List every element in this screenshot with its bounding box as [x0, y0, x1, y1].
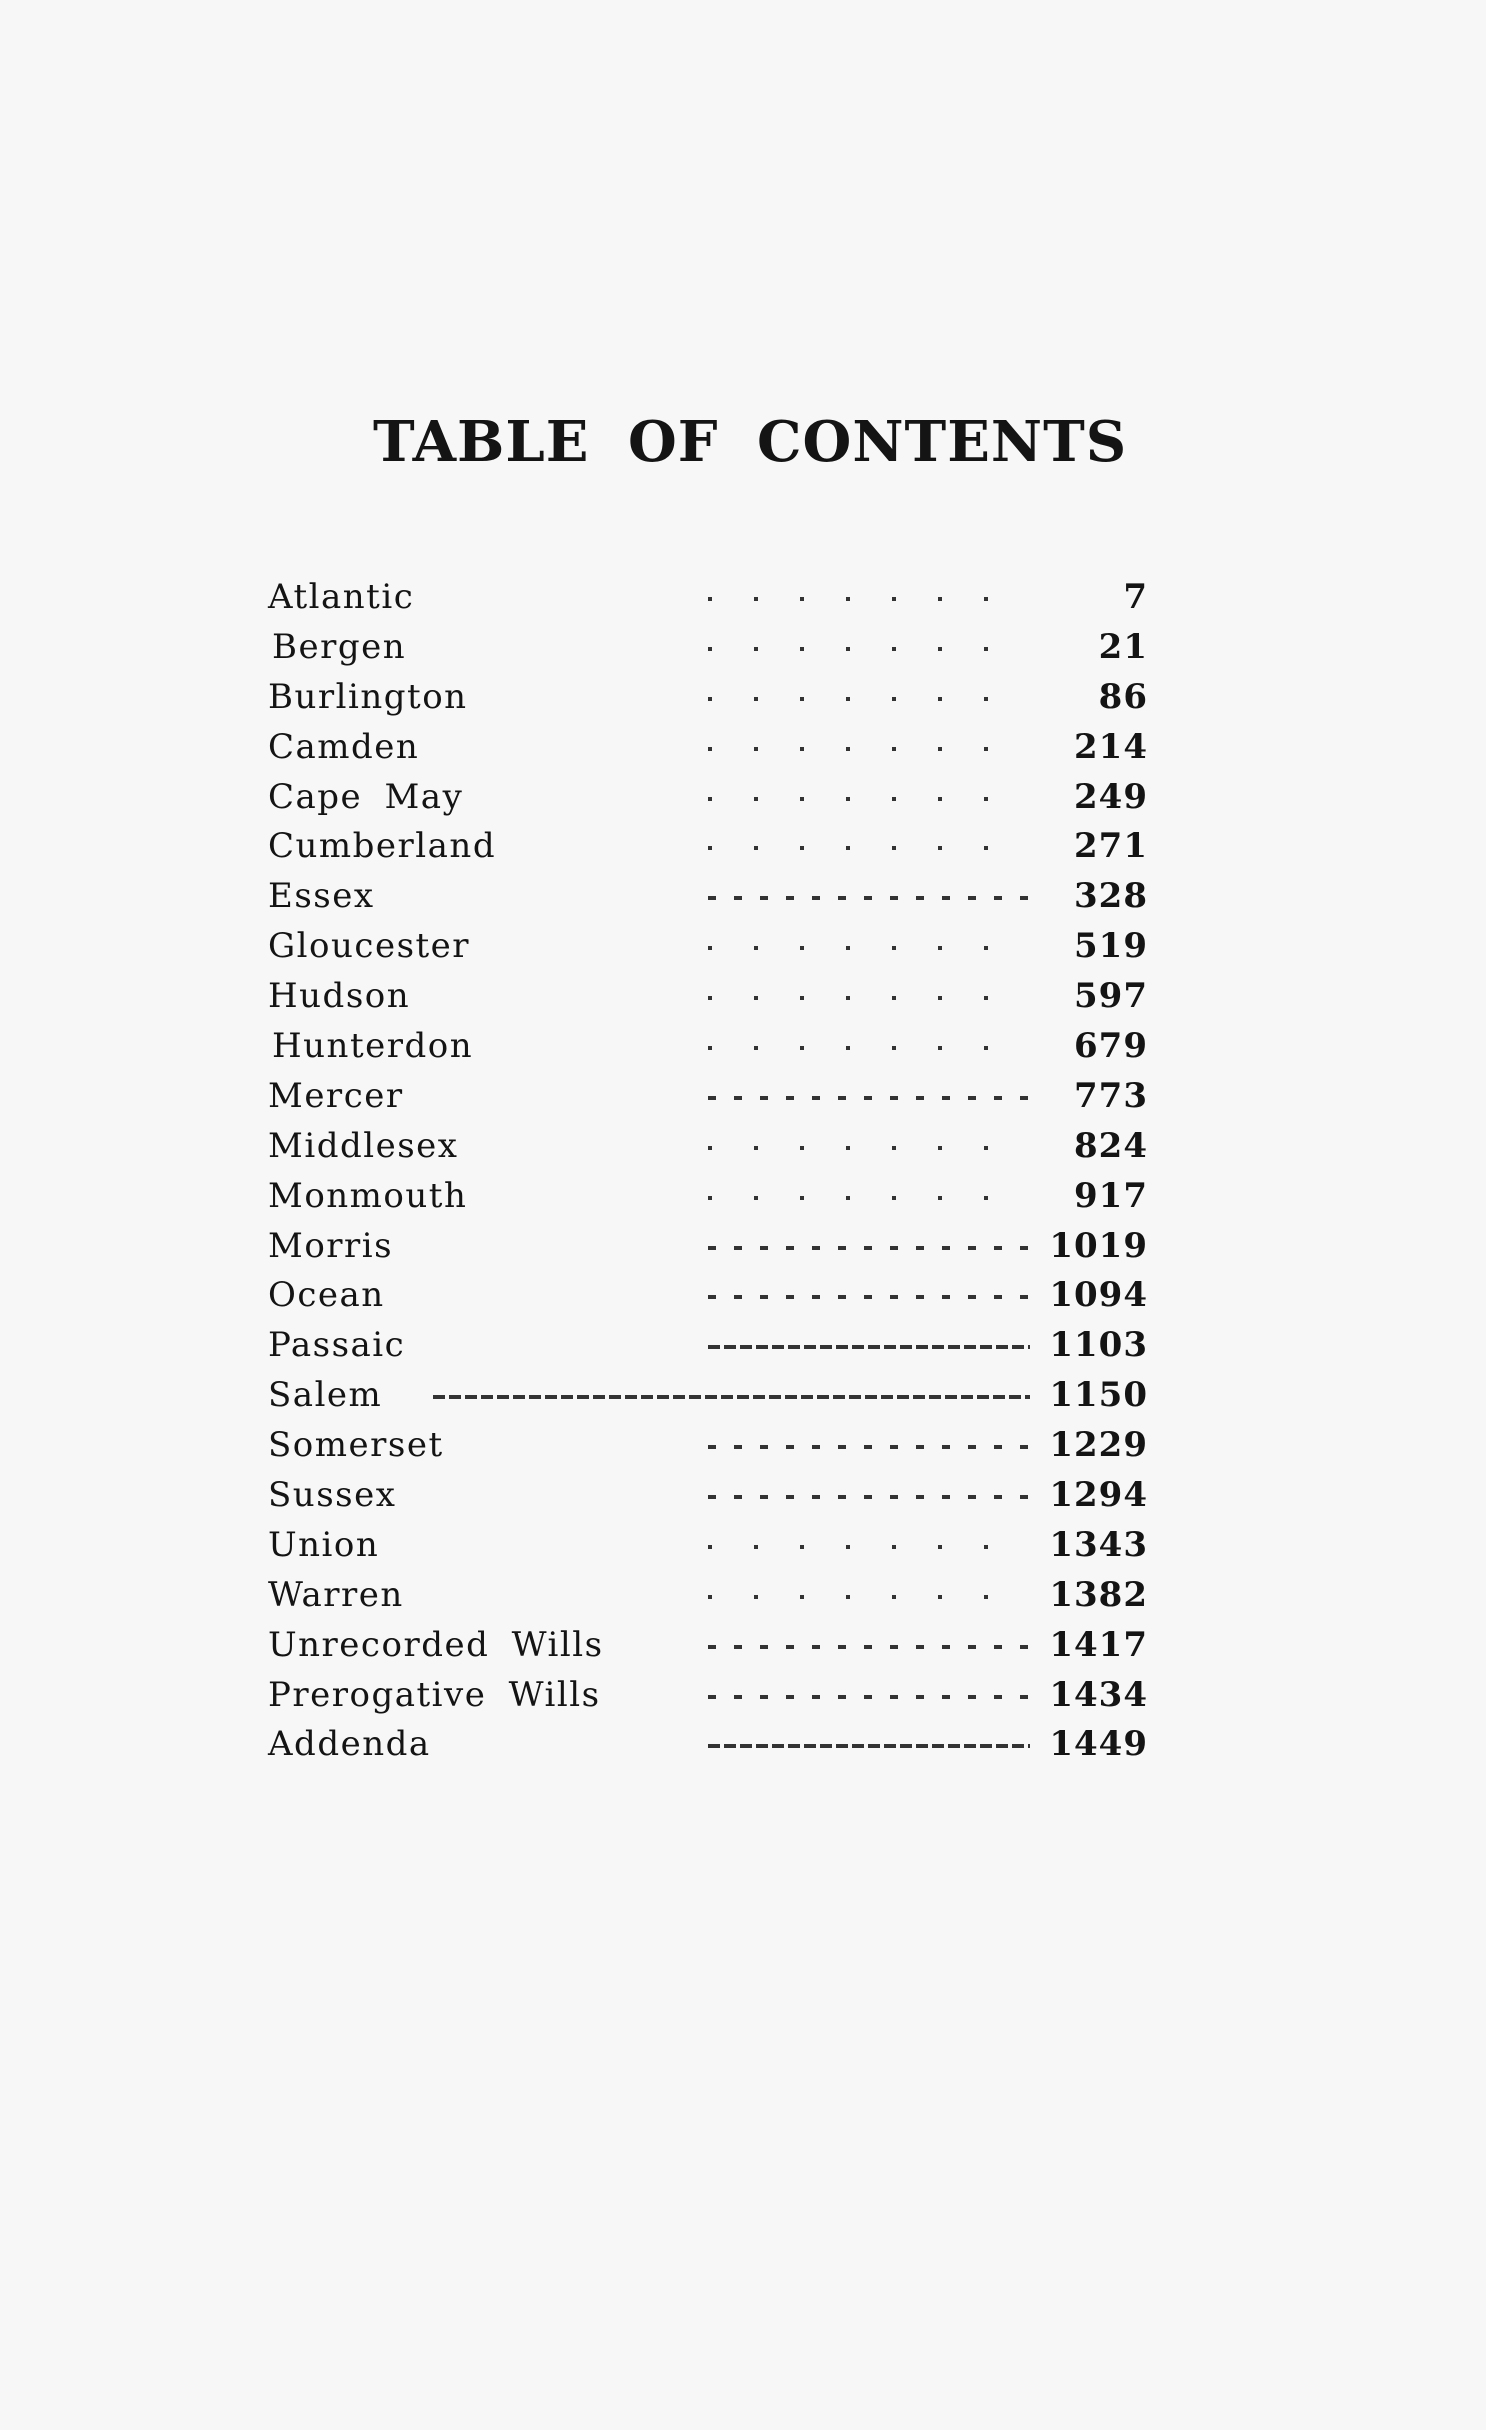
toc-entry-page: 249	[1074, 776, 1148, 817]
table-of-contents	[268, 572, 1148, 1769]
toc-entry-name: Cape May	[268, 776, 464, 817]
toc-entry	[268, 722, 1148, 772]
toc-entry-name: Somerset	[268, 1425, 444, 1466]
toc-entry-page: 824	[1074, 1125, 1148, 1166]
toc-entry-name: Atlantic	[268, 576, 415, 617]
toc-entry-page: 917	[1074, 1175, 1148, 1216]
toc-entry-page: 679	[1074, 1025, 1148, 1066]
toc-entry-page: 1150	[1049, 1375, 1148, 1416]
toc-entry	[268, 1670, 1148, 1720]
toc-entry-name: Morris	[268, 1225, 394, 1266]
toc-entry-page: 773	[1074, 1075, 1148, 1116]
dot-leader	[708, 1744, 1030, 1748]
dot-leader	[708, 747, 1030, 751]
toc-entry-page: 1434	[1049, 1674, 1148, 1715]
toc-entry-page: 1019	[1049, 1225, 1148, 1266]
toc-entry	[268, 1420, 1148, 1470]
toc-entry	[268, 1320, 1148, 1370]
toc-entry-name: Unrecorded Wills	[268, 1624, 604, 1665]
toc-entry	[268, 772, 1148, 822]
toc-entry-name: Passaic	[268, 1325, 406, 1366]
toc-entry	[268, 1171, 1148, 1221]
dot-leader	[433, 1395, 1030, 1399]
dot-leader	[708, 1295, 1030, 1299]
dot-leader	[708, 697, 1030, 701]
dot-leader	[708, 1645, 1030, 1649]
dot-leader	[708, 996, 1030, 1000]
toc-entry-name: Hunterdon	[272, 1025, 474, 1066]
dot-leader	[708, 597, 1030, 601]
toc-entry-page: 1229	[1049, 1425, 1148, 1466]
toc-entry-page: 7	[1123, 576, 1148, 617]
toc-entry-page: 86	[1098, 676, 1148, 717]
toc-entry-page: 1294	[1049, 1474, 1148, 1515]
toc-entry	[268, 1719, 1148, 1769]
toc-entry	[268, 1570, 1148, 1620]
toc-entry	[268, 871, 1148, 921]
toc-entry	[268, 1121, 1148, 1171]
dot-leader	[708, 1545, 1030, 1549]
toc-entry	[268, 1470, 1148, 1520]
dot-leader	[708, 797, 1030, 801]
toc-entry	[268, 1221, 1148, 1271]
toc-entry-name: Burlington	[268, 676, 468, 717]
toc-entry-page: 1382	[1049, 1574, 1148, 1615]
toc-entry-page: 1417	[1049, 1624, 1148, 1665]
dot-leader	[708, 1146, 1030, 1150]
toc-entry-name: Addenda	[268, 1724, 431, 1765]
toc-entry-page: 1343	[1049, 1524, 1148, 1565]
toc-entry-name: Sussex	[268, 1474, 397, 1515]
toc-entry-page: 597	[1074, 976, 1148, 1017]
toc-entry	[268, 821, 1148, 871]
toc-entry-name: Essex	[268, 876, 375, 917]
dot-leader	[708, 896, 1030, 900]
toc-entry-page: 519	[1074, 926, 1148, 967]
dot-leader	[708, 1246, 1030, 1250]
dot-leader	[708, 946, 1030, 950]
toc-entry-name: Middlesex	[268, 1125, 459, 1166]
toc-entry	[268, 921, 1148, 971]
toc-entry-name: Ocean	[268, 1275, 385, 1316]
toc-entry-name: Mercer	[268, 1075, 404, 1116]
toc-entry	[268, 1620, 1148, 1670]
dot-leader	[708, 1495, 1030, 1499]
toc-entry	[268, 672, 1148, 722]
dot-leader	[708, 1046, 1030, 1050]
toc-entry-name: Hudson	[268, 976, 411, 1017]
dot-leader	[708, 1345, 1030, 1349]
toc-entry	[268, 971, 1148, 1021]
dot-leader	[708, 1196, 1030, 1200]
toc-entry-name: Camden	[268, 726, 420, 767]
toc-entry-page: 1103	[1049, 1325, 1148, 1366]
dot-leader	[708, 647, 1030, 651]
toc-entry-page: 214	[1074, 726, 1148, 767]
toc-entry-name: Gloucester	[268, 926, 471, 967]
toc-entry	[268, 1270, 1148, 1320]
toc-entry-name: Prerogative Wills	[268, 1674, 601, 1715]
toc-entry	[268, 1071, 1148, 1121]
toc-entry	[268, 622, 1148, 672]
toc-entry-page: 1449	[1049, 1724, 1148, 1765]
toc-entry-page: 1094	[1049, 1275, 1148, 1316]
dot-leader	[708, 1695, 1030, 1699]
toc-entry-page: 21	[1098, 626, 1148, 667]
dot-leader	[708, 846, 1030, 850]
toc-entry	[268, 1520, 1148, 1570]
dot-leader	[708, 1445, 1030, 1449]
toc-entry-page: 271	[1074, 826, 1148, 867]
toc-entry-page: 328	[1074, 876, 1148, 917]
toc-entry-name: Warren	[268, 1574, 404, 1615]
toc-entry	[268, 572, 1148, 622]
toc-entry-name: Union	[268, 1524, 380, 1565]
toc-entry	[268, 1370, 1148, 1420]
toc-entry-name: Monmouth	[268, 1175, 468, 1216]
toc-entry-name: Salem	[268, 1375, 383, 1416]
dot-leader	[708, 1096, 1030, 1100]
toc-entry	[268, 1021, 1148, 1071]
dot-leader	[708, 1595, 1030, 1599]
toc-entry-name: Cumberland	[268, 826, 497, 867]
toc-entry-name: Bergen	[272, 626, 407, 667]
page-title: TABLE OF CONTENTS	[373, 409, 1128, 475]
